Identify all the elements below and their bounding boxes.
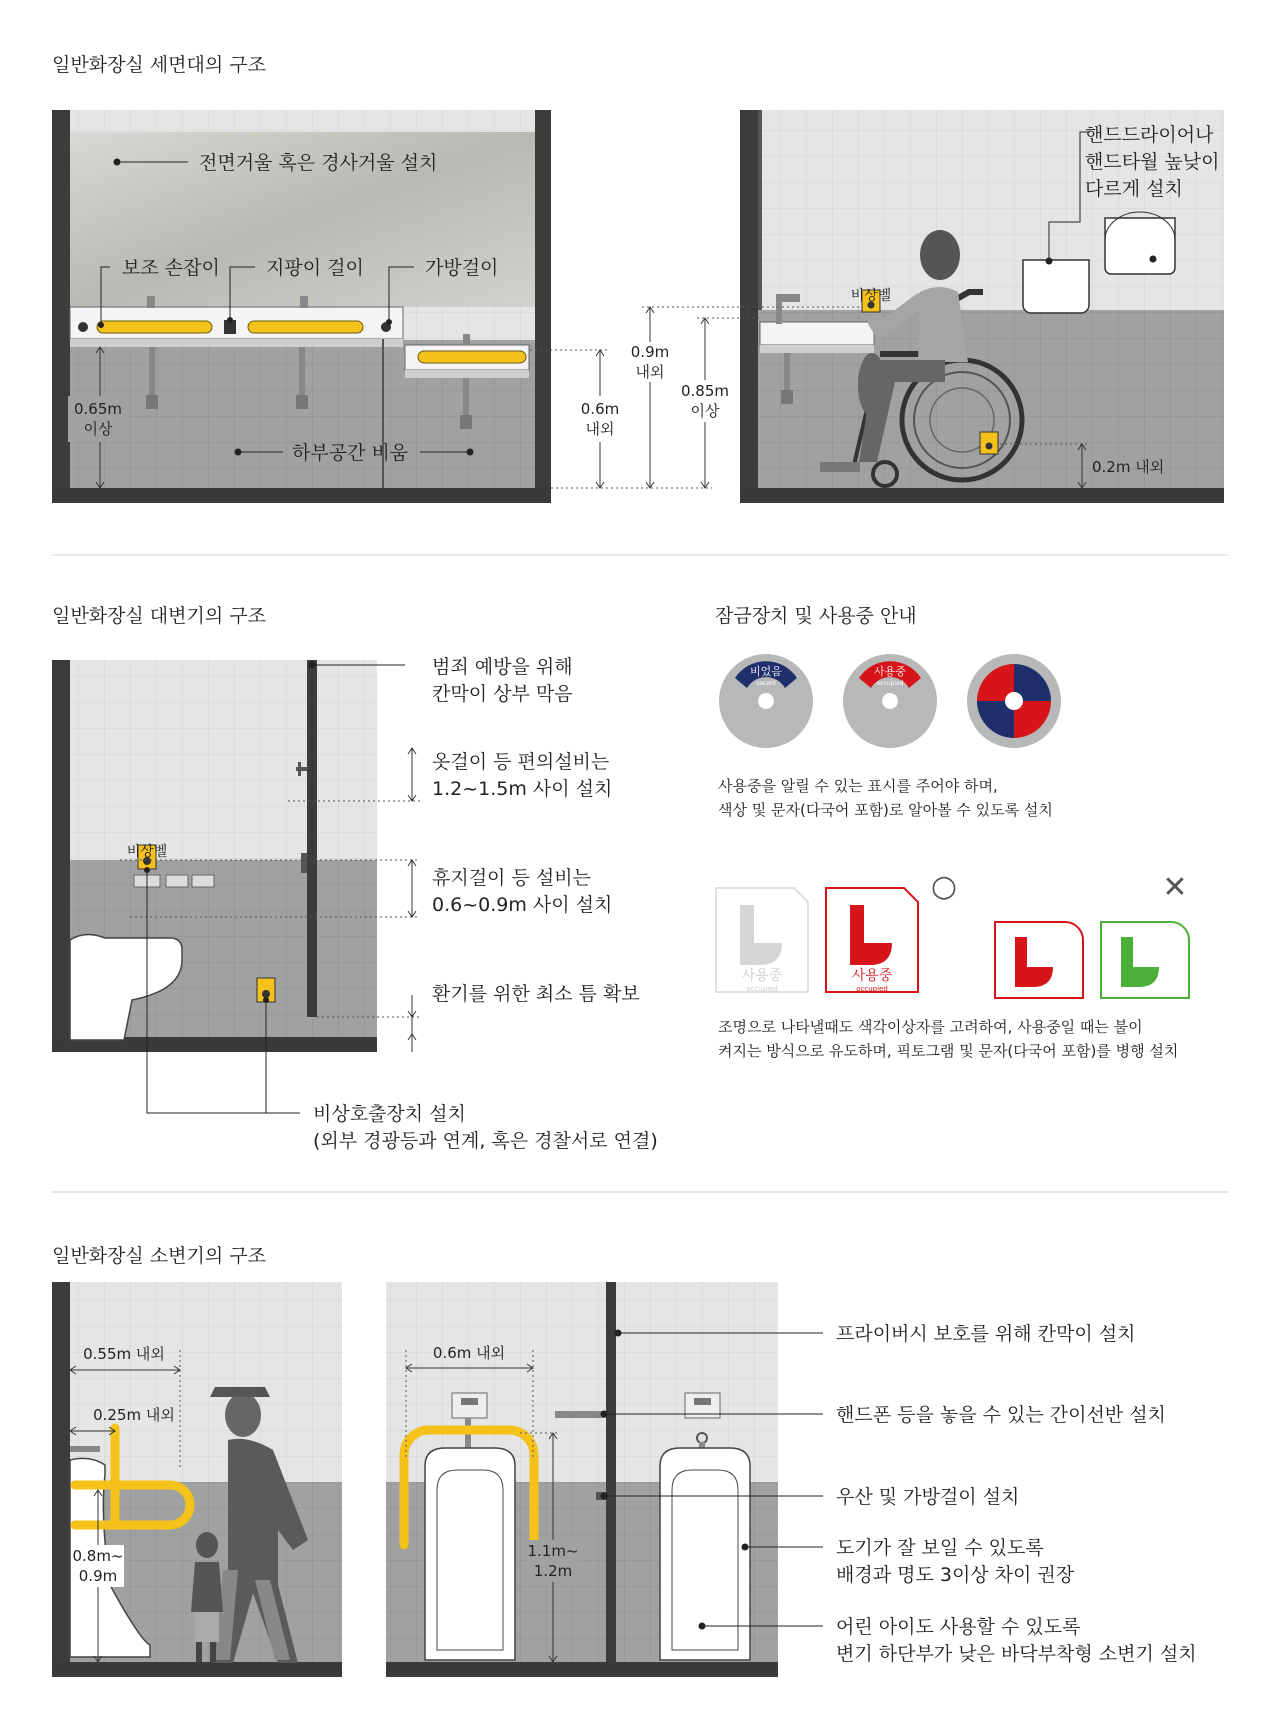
phone-shelf [555,1411,606,1418]
knee-height-note: 이상 [690,402,720,420]
paper-label-line2: 0.6~0.9m 사이 설치 [432,894,613,916]
lock-desc-line2: 색상 및 문자(다국어 포함)로 알아볼 수 있도록 설치 [718,801,1053,819]
paper-label-line1: 휴지걸이 등 설비는 [432,867,591,889]
urinal-partition [606,1282,616,1662]
hand-dryer [1023,260,1089,313]
emergency-label-line2: (외부 경광등과 연계, 혹은 경찰서로 연결) [313,1130,658,1152]
urinal-height-value2: 0.9m [78,1567,118,1585]
mirror-label: 전면거울 혹은 경사거울 설치 [199,152,438,174]
urinal-width-inner: 0.25m 내외 [93,1406,175,1424]
urinal-front-height1: 1.1m~ [527,1542,579,1560]
light-signs [716,888,1189,998]
privacy-label: 프라이버시 보호를 위해 칸막이 설치 [836,1323,1136,1345]
child-sink-height-value: 0.6m [580,400,620,418]
urinal-section-title: 일반화장실 소변기의 구조 [52,1245,266,1267]
dryer-label-line1: 핸드드라이어나 [1085,124,1214,146]
child-label-line2: 변기 하단부가 낮은 바닥부착형 소변기 설치 [836,1643,1197,1665]
light-desc-line2: 켜지는 방식으로 유도하며, 픽토그램 및 문자(다국어 포함)를 병행 설치 [718,1042,1179,1060]
sink-section-title: 일반화장실 세면대의 구조 [52,54,266,76]
contrast-label-line1: 도기가 잘 보일 수 있도록 [836,1537,1044,1559]
vacant-ko: 비었음 [750,665,782,678]
emergency-tag: 비상벨 [850,288,892,304]
button-height-label: 0.2m 내외 [1092,458,1165,476]
occupied-en: occupied [876,680,904,687]
partition [307,660,317,1017]
urinal-front-height2: 1.2m [533,1562,573,1580]
vent-label: 환기를 위한 최소 틈 확보 [432,983,640,1005]
toilet-diagram [52,660,420,1113]
vacant-en: vacant [755,680,777,687]
dryer-label-line3: 다르게 설치 [1085,178,1183,200]
grab-bar [97,321,212,333]
urinal-side-diagram [52,1282,342,1677]
sign-en-red: occupied [856,985,888,993]
contrast-label-line2: 배경과 명도 3이상 차이 권장 [836,1564,1075,1586]
urinal-width-outer: 0.55m 내외 [83,1345,165,1363]
hook-label-line2: 1.2~1.5m 사이 설치 [432,778,613,800]
cane-hook-label: 지팡이 걸이 [266,257,364,279]
toilet-emergency-tag: 비상벨 [126,844,168,860]
partition-label-line2: 칸막이 상부 막음 [432,683,573,705]
lock-desc-line1: 사용중을 알릴 수 있는 표시를 주어야 하며, [718,777,998,795]
bad-sign-green [1101,922,1189,998]
bag-hook-label: 가방걸이 [425,257,499,279]
lock-section-title: 잠금장치 및 사용중 안내 [715,605,917,627]
bad-sign-red [995,922,1083,998]
sink-height-note: 이상 [83,420,113,438]
light-desc-line1: 조명으로 나타낼때도 색각이상자를 고려하여, 사용중일 때는 불이 [718,1018,1143,1036]
urinal-front-diagram [386,1282,823,1677]
sign-ko-red: 사용중 [851,968,893,984]
knee-height-value: 0.85m [680,382,730,400]
umbrella-label: 우산 및 가방걸이 설치 [836,1486,1020,1508]
under-space-label: 하부공간 비움 [292,442,409,464]
total-height-value: 0.9m [630,343,670,361]
dryer-label-line2: 핸드타월 높낮이 [1085,151,1220,173]
child-sink-height-note: 내외 [585,420,615,438]
bad-mark: ✕ [1162,870,1188,905]
sign-ko-grey: 사용중 [741,968,783,984]
sink-height-value: 0.65m [73,400,123,418]
grab-bar [248,321,363,333]
good-mark: ○ [930,869,958,904]
emergency-label-line1: 비상호출장치 설치 [313,1103,466,1125]
urinal-front-width: 0.6m 내외 [432,1344,506,1362]
occupied-ko: 사용중 [874,665,906,678]
partition-label-line1: 범죄 예방을 위해 [432,656,573,678]
hook-label-line1: 옷걸이 등 편의설비는 [432,751,610,773]
urinal-height-value: 0.8m~ [72,1547,124,1565]
child-label-line1: 어린 아이도 사용할 수 있도록 [836,1616,1081,1638]
grab-bar-label: 보조 손잡이 [122,257,220,279]
sign-en-grey: occupied [746,985,778,993]
total-height-note: 내외 [635,363,665,381]
toilet-section-title: 일반화장실 대변기의 구조 [52,605,266,627]
shelf-label: 핸드폰 등을 놓을 수 있는 간이선반 설치 [836,1404,1166,1426]
towel-dispenser [1105,218,1175,274]
